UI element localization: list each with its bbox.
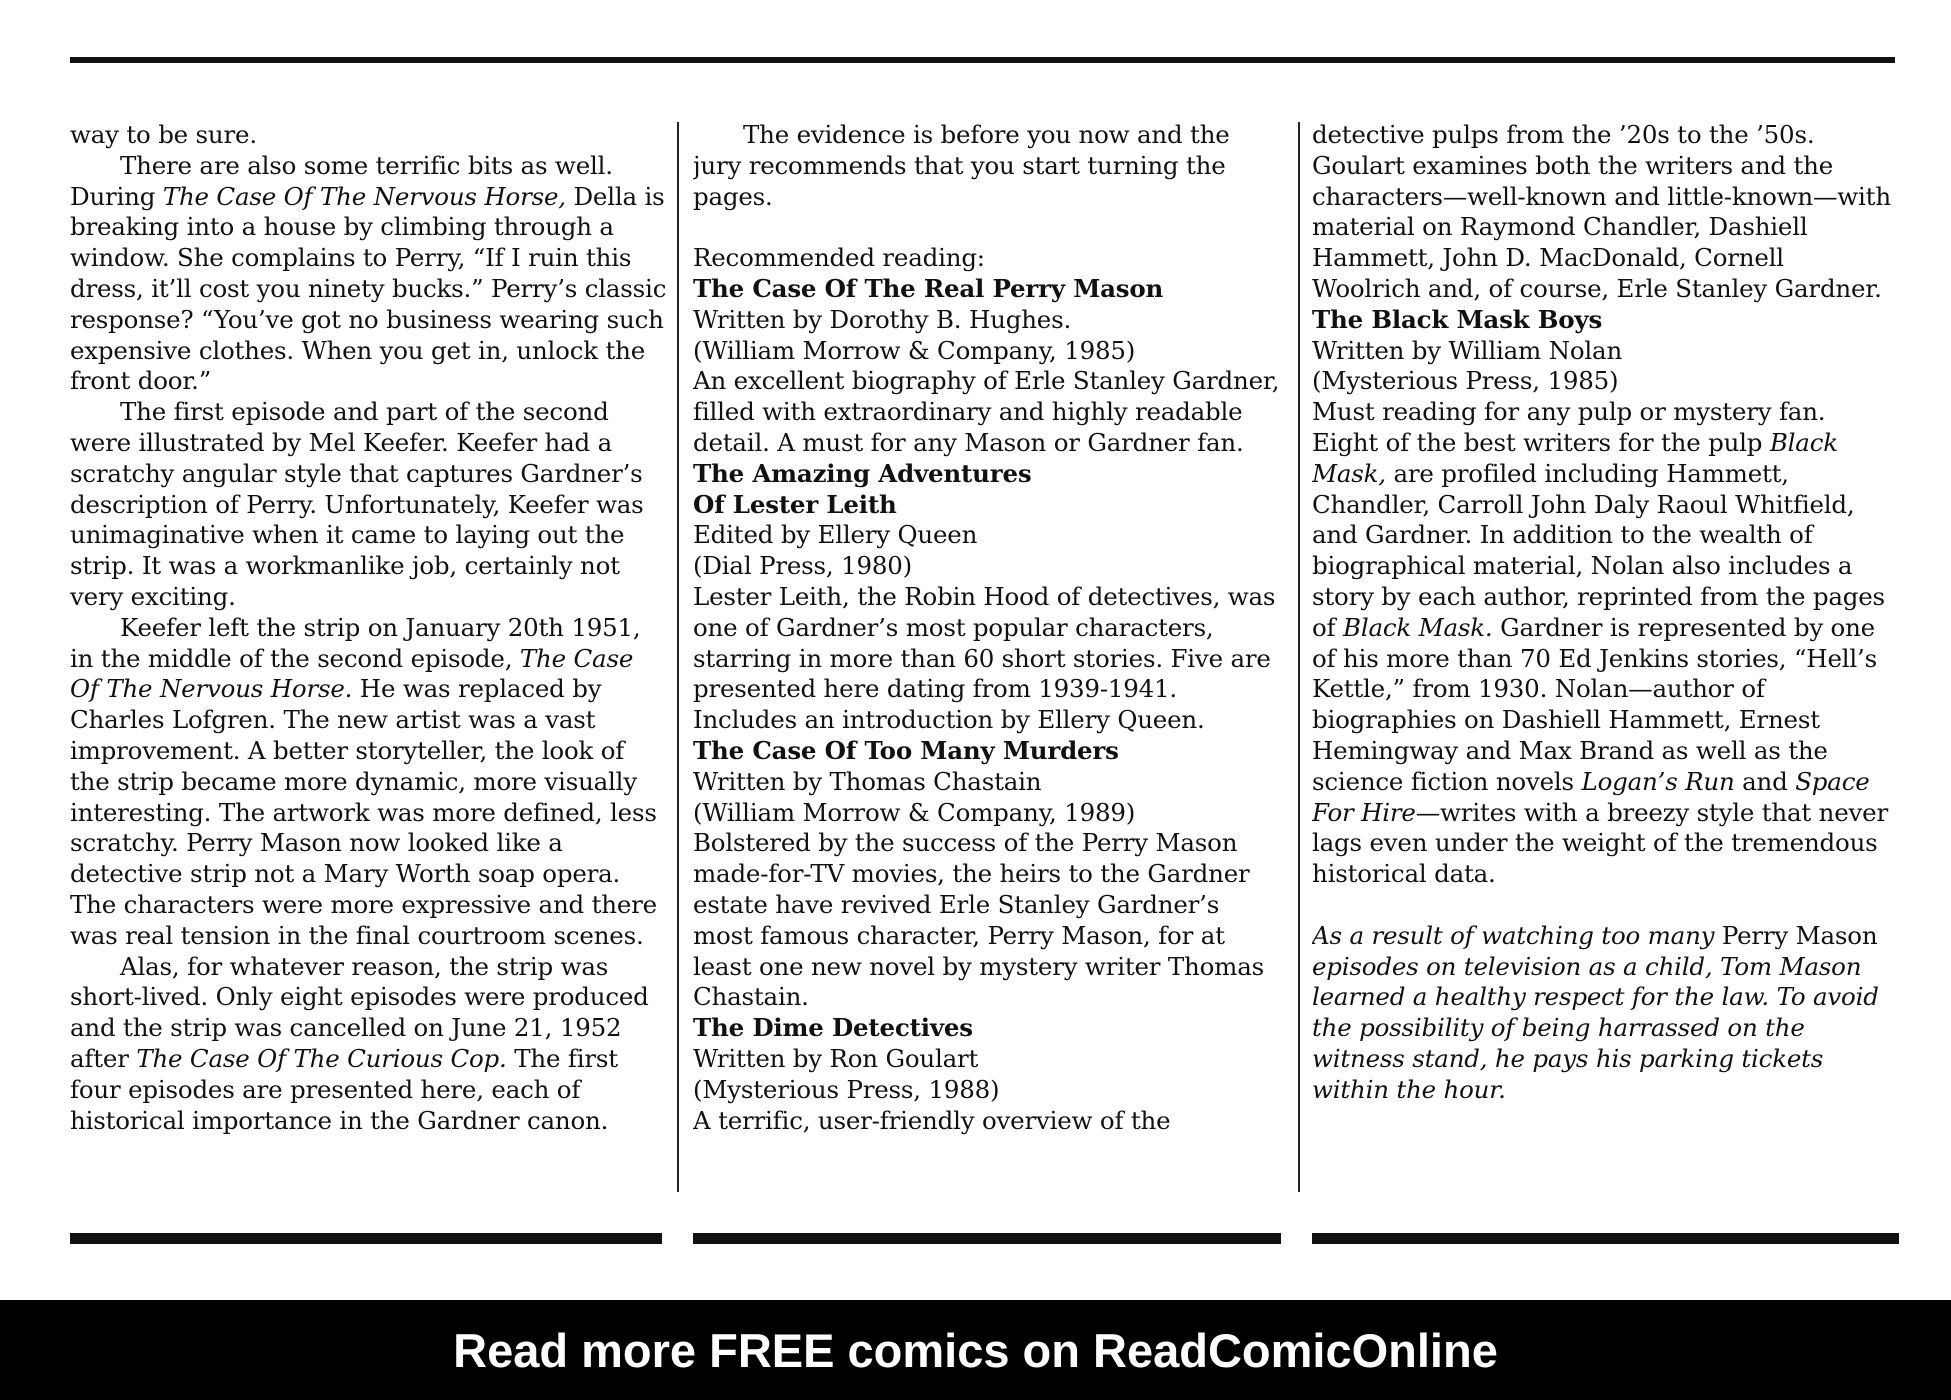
book-entry: [693, 736, 1285, 1013]
book-title: Of Lester Leith: [693, 489, 897, 519]
column-divider: [1298, 122, 1300, 1192]
author-bio: As a result of watching too many Perry Mason episodes on television as a child, Tom Mason learned a healthy respect for the law. To avoid the possibility of being harrassed on the witness stand, he pays his parking tickets within the hour.: [1312, 920, 1879, 1104]
promo-banner-text: Read more FREE comics on ReadComicOnline: [453, 1323, 1498, 1377]
book-description: detective pulps from the ’20s to the ’50s. Goulart examines both the writers and the characters—well-known and little-known—with material on Raymond Chandler, Dashiell Hammett, John D. MacDonald, Cornell Woolrich and, of course, Erle Stanley Gardner.: [1312, 120, 1891, 303]
book-publisher: (Mysterious Press, 1985): [1312, 366, 1619, 396]
book-description: An excellent biography of Erle Stanley Gardner, filled with extraordinary and highly readable detail. A must for any Mason or Gardner fan.: [693, 366, 1280, 457]
paragraph-evidence: The evidence is before you now and the jury recommends that you start turning the pages.: [693, 120, 1230, 211]
column-divider: [677, 122, 679, 1192]
episode-title: The Case Of The Nervous Horse.: [70, 643, 634, 704]
book-author: Written by Thomas Chastain: [693, 766, 1042, 796]
text-column-1: [70, 120, 668, 1195]
paragraph-continuation: way to be sure.: [70, 120, 257, 149]
book-entry: [693, 1013, 1285, 1136]
bottom-rule: [693, 1233, 1281, 1244]
text-column-3: [1312, 120, 1897, 1195]
book-publisher: (William Morrow & Company, 1989): [693, 797, 1136, 827]
episode-title: The Case Of The Curious Cop.: [136, 1043, 507, 1073]
book-publisher: (William Morrow & Company, 1985): [693, 335, 1136, 365]
book-author: Written by William Nolan: [1312, 335, 1623, 365]
text-column-2: [693, 120, 1285, 1195]
book-title: The Case Of Too Many Murders: [693, 735, 1119, 765]
book-title: The Black Mask Boys: [1312, 304, 1603, 334]
top-rule: [70, 57, 1895, 63]
paragraph-terrific-bits: There are also some terrific bits as well. During The Case Of The Nervous Horse, Della is breaking into a house by climbing through a window. She complains to Perry, “If I ruin this dress, it’ll cost you ninety bucks.” Perry’s classic response? “You’ve got no business wearing such expensive clothes. When you get in, unlock the front door.”: [70, 150, 667, 396]
book-title: The Case Of The Real Perry Mason: [693, 273, 1164, 303]
book-description: Must reading for any pulp or mystery fan. Eight of the best writers for the pulp Black Mask, are profiled including Hammett, Chandler, Carroll John Daly Raoul Whitfield, and Gardner. In addition to the wealth of biographical material, Nolan also includes a story by each author, reprinted from the pages of Black Mask. Gardner is represented by one of his more than 70 Ed Jenkins stories, “Hell’s Kettle,” from 1930. Nolan—author of biographies on Dashiell Hammett, Ernest Hemingway and Max Brand as well as the science fiction novels Logan’s Run and Space For Hire—writes with a breezy style that never lags even under the weight of the tremendous historical data.: [1312, 397, 1888, 889]
paragraph-mel-keefer: The first episode and part of the second were illustrated by Mel Keefer. Keefer had a scratchy angular style that captures Gardner’s description of Perry. Unfortunately, Keefer was unimaginative when it came to laying out the strip. It was a workmanlike job, certainly not very exciting.: [70, 397, 644, 611]
book-author: Written by Dorothy B. Hughes.: [693, 304, 1072, 334]
book-title: The Dime Detectives: [693, 1013, 973, 1043]
book-entry: [693, 459, 1285, 736]
book-publisher: (Mysterious Press, 1988): [693, 1074, 1000, 1104]
bottom-rule: [1312, 1233, 1899, 1244]
book-title: The Amazing Adventures: [693, 458, 1032, 488]
book-author: Edited by Ellery Queen: [693, 520, 978, 550]
episode-title: The Case Of The Nervous Horse,: [162, 181, 566, 211]
book-description: Lester Leith, the Robin Hood of detectives, was one of Gardner’s most popular characters, starring in more than 60 short stories. Five are presented here dating from 1939-1941. Includes an introduction by Ellery Queen.: [693, 581, 1276, 735]
book-author: Written by Ron Goulart: [693, 1043, 979, 1073]
book-description: A terrific, user-friendly overview of the: [693, 1105, 1171, 1135]
paragraph-charles-lofgren: Keefer left the strip on January 20th 1951, in the middle of the second episode, The Case Of The Nervous Horse. He was replaced by Charles Lofgren. The new artist was a vast improvement. A better storyteller, the look of the strip became more dynamic, more visually interesting. The artwork was more defined, less scratchy. Perry Mason now looked like a detective strip not a Mary Worth soap opera. The characters were more expressive and there was real tension in the final courtroom scenes.: [70, 612, 657, 950]
book-description: Bolstered by the success of the Perry Mason made-for-TV movies, the heirs to the Gardner estate have revived Erle Stanley Gardner’s most famous character, Perry Mason, for at least one new novel by mystery writer Thomas Chastain.: [693, 828, 1264, 1012]
paragraph-short-lived: Alas, for whatever reason, the strip was short-lived. Only eight episodes were produced and the strip was cancelled on June 21, 1952 after The Case Of The Curious Cop. The first four episodes are presented here, each of historical importance in the Gardner canon.: [70, 951, 649, 1135]
book-entry: [1312, 305, 1897, 890]
book-publisher: (Dial Press, 1980): [693, 551, 912, 581]
promo-banner[interactable]: [0, 1300, 1951, 1400]
bottom-rule: [70, 1233, 662, 1244]
book-entry: [693, 274, 1285, 459]
recommended-reading-header: Recommended reading:: [693, 243, 985, 273]
